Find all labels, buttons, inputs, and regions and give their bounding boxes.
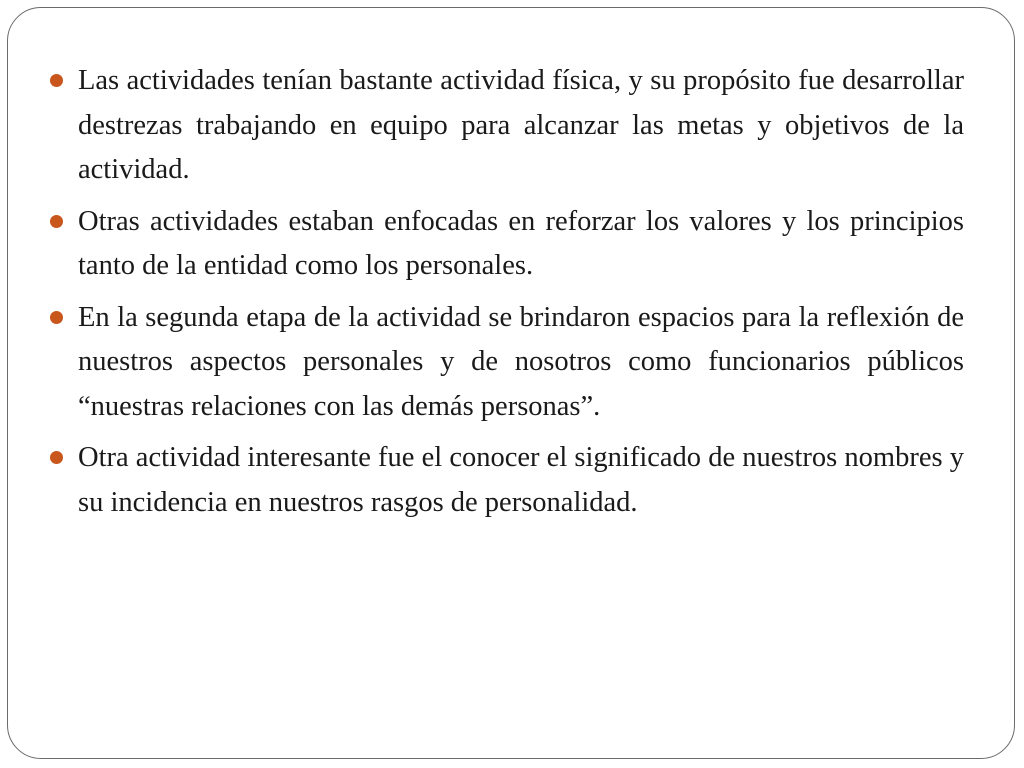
bullet-dot-icon [50,311,63,324]
bullet-dot-icon [50,451,63,464]
bullet-text: Otra actividad interesante fue el conocer el significado de nuestros nombres y su incidencia en nuestros rasgos de personalidad. [78,442,964,518]
bullet-dot-icon [50,74,63,87]
bullet-text: En la segunda etapa de la actividad se brindaron espacios para la reflexión de nuestros aspectos personales y de nosotros como funcionarios públicos “nuestras relaciones con las demás personas”. [78,301,964,422]
bullet-item [46,436,964,525]
bullet-text: Otras actividades estaban enfocadas en reforzar los valores y los principios tanto de la entidad como los personales. [78,205,964,281]
bullet-text: Las actividades tenían bastante actividad física, y su propósito fue desarrollar destrezas trabajando en equipo para alcanzar las metas y objetivos de la actividad. [78,65,964,185]
bullet-item [46,296,964,430]
bullet-item [46,59,964,193]
bullet-item [46,200,964,289]
bullet-list [46,59,964,532]
bullet-dot-icon [50,215,63,228]
